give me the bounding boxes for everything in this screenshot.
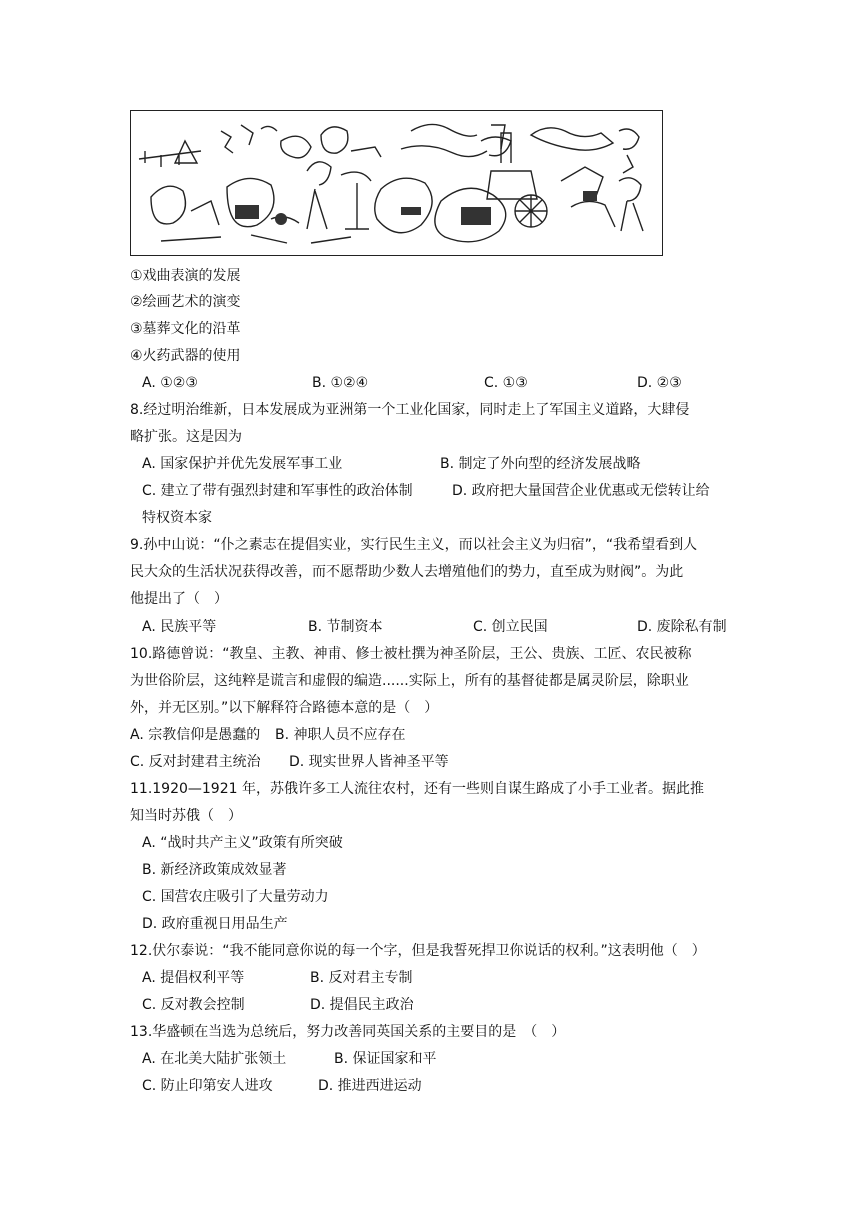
q8-option-b[interactable]: B. 制定了外向型的经济发展战略 [440,456,641,472]
q10-option-a[interactable]: A. 宗教信仰是愚蠢的 [130,727,261,743]
q13-option-c[interactable]: C. 防止印第安人进攻 [142,1078,273,1094]
q8-option-d[interactable]: D. 政府把大量国营企业优惠或无偿转让给 [452,483,710,499]
q10-option-b[interactable]: B. 神职人员不应存在 [275,727,406,743]
q8-option-c[interactable]: C. 建立了带有强烈封建和军事性的政治体制 [142,483,413,499]
q12-option-c[interactable]: C. 反对教会控制 [142,997,245,1013]
q7-item-2: ②绘画艺术的演变 [130,294,241,310]
q10-stem-line-2: 为世俗阶层，这纯粹是谎言和虚假的编造......实际上，所有的基督徒都是属灵阶层，除职业 [130,673,689,689]
q11-option-d[interactable]: D. 政府重视日用品生产 [142,916,288,932]
q11-stem-line-2: 知当时苏俄（ ） [130,808,242,824]
q12-stem: 12.伏尔泰说：“我不能同意你说的每一个字，但是我誓死捍卫你说话的权利。”这表明他（ ） [130,943,706,959]
q9-option-c[interactable]: C. 创立民国 [473,619,548,635]
q7-option-d[interactable]: D. ②③ [637,375,682,391]
q8-stem-line-2: 略扩张。这是因为 [130,429,242,445]
q13-option-d[interactable]: D. 推进西进运动 [318,1078,422,1094]
ancient-mural-image [130,110,663,256]
q9-option-a[interactable]: A. 民族平等 [142,619,217,635]
q9-option-d[interactable]: D. 废除私有制 [637,619,727,635]
q7-option-b[interactable]: B. ①②④ [312,375,369,391]
q13-option-b[interactable]: B. 保证国家和平 [334,1051,437,1067]
q9-stem-line-1: 9.孙中山说：“仆之素志在提倡实业，实行民生主义，而以社会主义为归宿”，“我希望看到人 [130,537,698,553]
q11-option-b[interactable]: B. 新经济政策成效显著 [142,862,287,878]
q9-stem-line-3: 他提出了（ ） [130,591,228,607]
q8-option-a[interactable]: A. 国家保护并优先发展军事工业 [142,456,343,472]
mural-sketch [131,111,661,254]
q10-stem-line-3: 外，并无区别。”以下解释符合路德本意的是（ ） [130,700,439,716]
q7-option-a[interactable]: A. ①②③ [142,375,198,391]
q13-stem: 13.华盛顿在当选为总统后，努力改善同英国关系的主要目的是 （ ） [130,1024,566,1040]
q9-option-b[interactable]: B. 节制资本 [308,619,383,635]
q7-item-4: ④火药武器的使用 [130,348,241,364]
q7-option-c[interactable]: C. ①③ [484,375,528,391]
q8-option-d-continued: 特权资本家 [142,510,212,526]
q10-stem-line-1: 10.路德曾说：“教皇、主教、神甫、修士被杜撰为神圣阶层，王公、贵族、工匠、农民被称 [130,646,692,662]
q8-stem-line-1: 8.经过明治维新，日本发展成为亚洲第一个工业化国家，同时走上了军国主义道路，大肆侵 [130,402,690,418]
q12-option-b[interactable]: B. 反对君主专制 [310,970,413,986]
q7-item-1: ①戏曲表演的发展 [130,268,241,284]
q11-stem-line-1: 11.1920—1921 年，苏俄许多工人流往农村，还有一些则自谋生路成了小手工业者。据此推 [130,781,704,797]
q9-stem-line-2: 民大众的生活状况获得改善，而不愿帮助少数人去增殖他们的势力，直至成为财阀”。为此 [130,564,684,580]
q7-item-3: ③墓葬文化的沿革 [130,321,241,337]
q11-option-c[interactable]: C. 国营农庄吸引了大量劳动力 [142,889,329,905]
q10-option-d[interactable]: D. 现实世界人皆神圣平等 [289,754,449,770]
q12-option-d[interactable]: D. 提倡民主政治 [310,997,414,1013]
q11-option-a[interactable]: A. “战时共产主义”政策有所突破 [142,835,343,851]
q13-option-a[interactable]: A. 在北美大陆扩张领土 [142,1051,287,1067]
q12-option-a[interactable]: A. 提倡权利平等 [142,970,245,986]
q10-option-c[interactable]: C. 反对封建君主统治 [130,754,261,770]
